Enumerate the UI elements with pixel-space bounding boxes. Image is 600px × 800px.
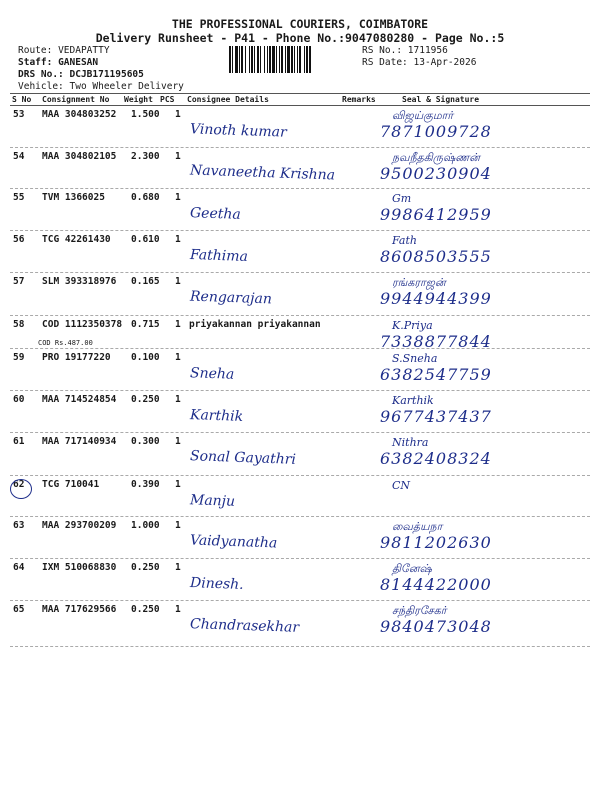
row-consignment: TCG 42261430 [42,234,111,245]
row-handwritten-phone: 9840473048 [380,617,492,636]
row-consignment: TVM 1366025 [42,192,105,203]
row-divider [10,390,590,391]
col-pcs: PCS [160,95,175,104]
row-weight: 0.100 [131,352,160,363]
row-handwritten-phone: 8144422000 [380,575,492,594]
row-signature: Nithra [392,436,429,449]
row-handwritten-phone: 6382408324 [380,449,492,468]
row-sno: 53 [13,109,25,120]
row-handwritten-name: Karthik [189,407,244,425]
barcode [229,46,357,73]
row-cod-note: COD Rs.487.00 [38,339,93,347]
row-consignment: IXM 510068830 [42,562,117,573]
row-divider [10,646,590,647]
row-pcs: 1 [175,562,181,573]
row-sno: 62 [13,479,25,490]
runsheet-title: Delivery Runsheet - P41 - Phone No.:9047080280 - Page No.:5 [95,31,505,45]
drs-value: DCJB171195605 [69,69,144,80]
row-handwritten-phone: 9677437437 [380,407,492,426]
row-handwritten-phone: 9986412959 [380,205,492,224]
row-sno: 58 [13,319,25,330]
row-divider [10,600,590,601]
row-pcs: 1 [175,436,181,447]
row-handwritten-phone: 9811202630 [380,533,492,552]
header-rule-bottom [10,105,590,106]
row-weight: 0.250 [131,394,160,405]
row-signature: வைத்யநா [392,520,443,533]
drs-line [18,69,144,80]
row-divider [10,230,590,231]
row-handwritten-phone: 8608503555 [380,247,492,266]
drs-label: DRS No.: [18,69,64,80]
row-pcs: 1 [175,109,181,120]
row-handwritten-phone: 9944944399 [380,289,492,308]
row-signature: CN [392,479,411,492]
row-sno: 57 [13,276,25,287]
vehicle-value: Two Wheeler Delivery [69,81,184,92]
row-signature: விஜய்குமார் [392,109,454,122]
row-divider [10,315,590,316]
row-handwritten-name: Sonal Gayathri [189,448,297,468]
row-weight: 0.680 [131,192,160,203]
row-consignee: priyakannan priyakannan [189,319,321,330]
row-signature: S.Sneha [392,352,438,365]
row-signature: ரங்கராஜன் [392,276,446,289]
row-consignment: MAA 304803252 [42,109,117,120]
row-weight: 0.610 [131,234,160,245]
row-handwritten-phone: 9500230904 [380,164,492,183]
row-pcs: 1 [175,319,181,330]
row-handwritten-phone: 7871009728 [380,122,492,141]
row-sno: 63 [13,520,25,531]
row-handwritten-name: Dinesh. [189,575,244,593]
row-handwritten-phone: 7338877844 [380,332,492,351]
row-handwritten-name: Navaneetha Krishna [189,162,336,184]
row-sno: 56 [13,234,25,245]
route-line [18,45,110,56]
header-rule-top [10,93,590,94]
row-pcs: 1 [175,520,181,531]
rs-no-value: 1711956 [407,45,448,56]
row-sno: 59 [13,352,25,363]
staff-value: GANESAN [58,57,99,68]
row-pcs: 1 [175,604,181,615]
col-remarks: Remarks [342,95,376,104]
row-pcs: 1 [175,192,181,203]
row-consignment: TCG 710041 [42,479,100,490]
row-weight: 0.390 [131,479,160,490]
row-sno: 65 [13,604,25,615]
row-signature: சந்திரசேகர் [392,604,447,617]
row-divider [10,516,590,517]
row-handwritten-name: Sneha [189,365,235,383]
row-weight: 0.165 [131,276,160,287]
row-signature: தினேஷ் [392,562,432,575]
row-sno: 55 [13,192,25,203]
row-weight: 0.250 [131,604,160,615]
vehicle-line [18,81,184,92]
rs-date-line [362,57,476,68]
circle-mark [10,479,32,499]
row-consignment: SLM 393318976 [42,276,117,287]
row-weight: 1.000 [131,520,160,531]
rs-no-label: RS No.: [362,45,403,56]
row-handwritten-phone: 6382547759 [380,365,492,384]
col-weight: Weight [124,95,153,104]
row-divider [10,188,590,189]
row-weight: 1.500 [131,109,160,120]
row-sno: 60 [13,394,25,405]
row-signature: Karthik [392,394,434,407]
row-weight: 0.250 [131,562,160,573]
row-weight: 0.715 [131,319,160,330]
row-handwritten-name: Manju [189,492,236,510]
row-handwritten-name: Geetha [189,205,242,223]
row-divider [10,272,590,273]
row-pcs: 1 [175,352,181,363]
row-sno: 64 [13,562,25,573]
row-pcs: 1 [175,234,181,245]
row-signature: Fath [392,234,417,247]
row-weight: 0.300 [131,436,160,447]
rs-date-label: RS Date: [362,57,408,68]
row-handwritten-name: Vaidyanatha [189,532,278,552]
row-divider [10,348,590,349]
row-pcs: 1 [175,151,181,162]
col-consignment: Consignment No [42,95,110,104]
row-handwritten-name: Fathima [189,246,249,266]
company-title: THE PROFESSIONAL COURIERS, COIMBATORE [171,17,429,31]
route-label: Route: [18,45,53,56]
row-divider [10,475,590,476]
row-divider [10,432,590,433]
vehicle-label: Vehicle: [18,81,64,92]
rs-date-value: 13-Apr-2026 [413,57,477,68]
row-handwritten-name: Chandrasekhar [189,616,300,636]
row-handwritten-name: Vinoth kumar [189,121,287,141]
row-pcs: 1 [175,479,181,490]
row-signature: Gm [392,192,412,205]
row-consignment: MAA 717629566 [42,604,117,615]
route-value: VEDAPATTY [58,45,110,56]
staff-label: Staff: [18,57,53,68]
row-weight: 2.300 [131,151,160,162]
row-sno: 61 [13,436,25,447]
row-consignment: MAA 293700209 [42,520,117,531]
rs-no-line [362,45,448,56]
row-consignment: MAA 714524854 [42,394,117,405]
row-consignment: PRO 19177220 [42,352,111,363]
row-consignment: COD 1112350378 [42,319,123,330]
row-signature: நவநீதகிருஷ்ணன் [392,151,480,164]
row-consignment: MAA 304802105 [42,151,117,162]
row-sno: 54 [13,151,25,162]
row-divider [10,558,590,559]
row-handwritten-name: Rengarajan [189,288,273,308]
row-signature: K.Priya [392,319,433,332]
staff-line [18,57,98,68]
col-consignee: Consignee Details [187,95,269,104]
row-pcs: 1 [175,276,181,287]
row-divider [10,147,590,148]
row-consignment: MAA 717140934 [42,436,117,447]
row-pcs: 1 [175,394,181,405]
col-sno: S No [12,95,32,104]
col-seal: Seal & Signature [402,95,480,104]
